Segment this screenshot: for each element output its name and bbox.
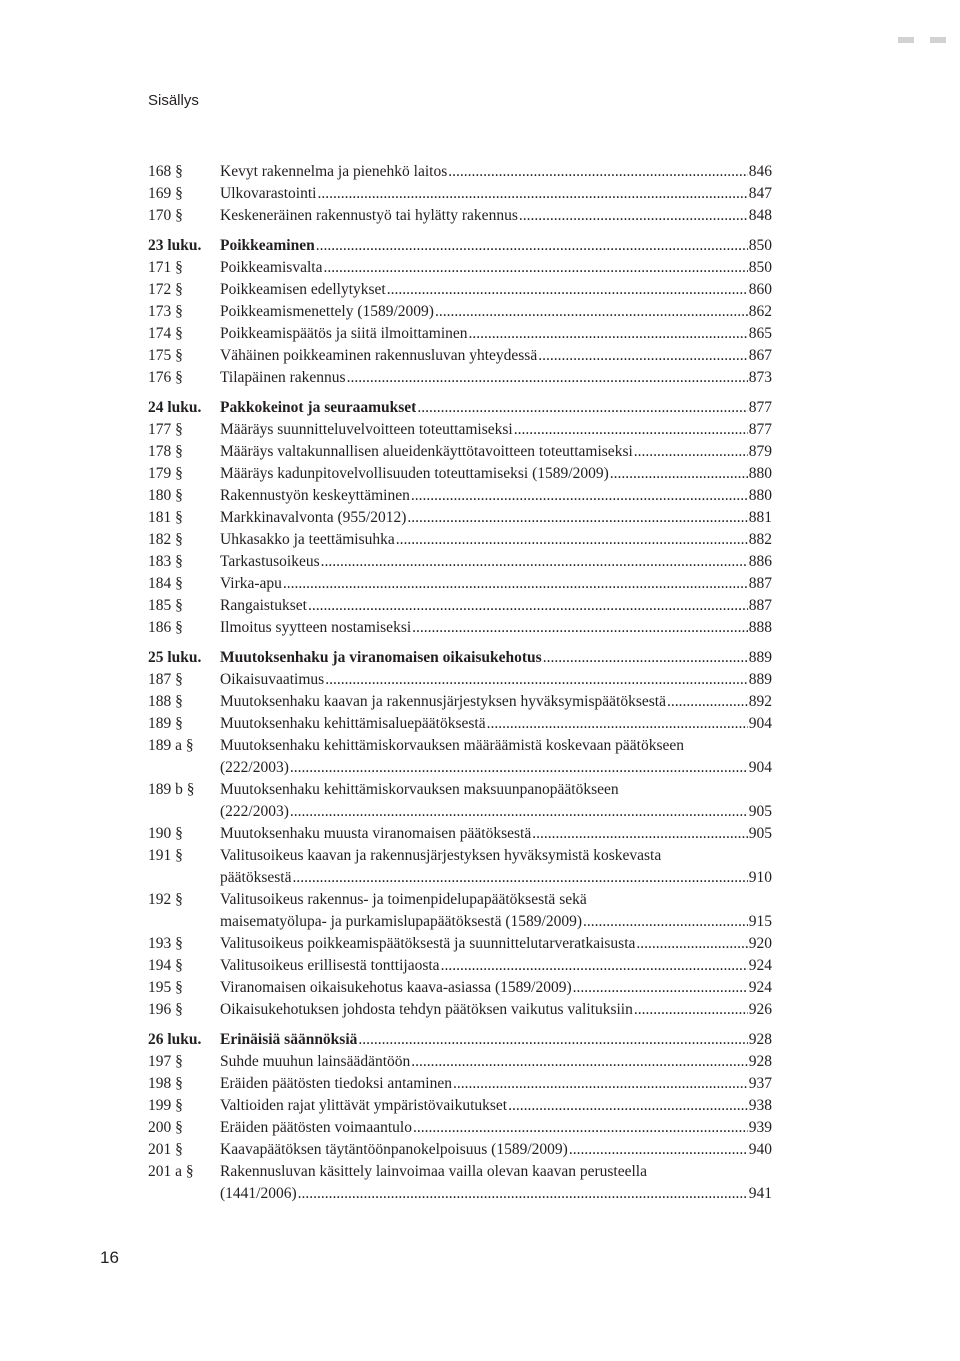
toc-entry-number: 178 § [148,443,183,460]
toc-entry[interactable] [148,1117,772,1139]
toc-entry-number: 171 § [148,259,183,276]
toc-entry-page: 915 [748,913,772,930]
toc-entry-number: 24 luku. [148,399,202,416]
toc-entry-title: Määräys valtakunnallisen alueidenkäyttötavoitteen toteuttamiseksi [220,443,633,460]
toc-entry-number: 197 § [148,1053,183,1070]
toc-chapter-entry[interactable] [148,1029,772,1051]
toc-entry-title: Tarkastusoikeus [220,553,320,570]
toc-entry-title: Muutoksenhaku kaavan ja rakennusjärjestyksen hyväksymispäätöksestä [220,693,666,710]
toc-entry-number: 188 § [148,693,183,710]
toc-entry[interactable] [148,1161,772,1205]
toc-entry-title: Poikkeamispäätös ja siitä ilmoittaminen [220,325,468,342]
dot-leader [583,911,748,933]
toc-entry-number: 193 § [148,935,183,952]
dot-leader [453,1073,748,1095]
toc-entry-title: Valitusoikeus rakennus- ja toimenpidelupapäätöksestä sekä [220,891,587,908]
toc-entry-title: Keskeneräinen rakennustyö tai hylätty rakennus [220,207,518,224]
dot-leader [412,617,748,639]
toc-entry-number: 201 § [148,1141,183,1158]
dot-leader [347,367,748,389]
toc-entry[interactable] [148,419,772,441]
toc-entry-page: 873 [748,369,772,386]
toc-entry-title: Uhkasakko ja teettämisuhka [220,531,395,548]
dot-leader [283,573,748,595]
toc-entry[interactable] [148,691,772,713]
toc-entry-title: Poikkeamisvalta [220,259,323,276]
toc-entry-title: Erinäisiä säännöksiä [220,1031,358,1048]
toc-entry-title: maisematyölupa- ja purkamislupapäätöksestä (1589/2009) [220,913,583,930]
toc-entry-title: Markkinavalvonta (955/2012) [220,509,407,526]
toc-entry-number: 189 § [148,715,183,732]
toc-entry-page: 867 [748,347,772,364]
toc-entry-page: 937 [748,1075,772,1092]
toc-entry[interactable] [148,669,772,691]
toc-entry-title: Poikkeamismenettely (1589/2009) [220,303,434,320]
toc-entry-number: 199 § [148,1097,183,1114]
toc-entry-page: 879 [748,443,772,460]
dot-leader [469,323,748,345]
toc-entry-number: 26 luku. [148,1031,202,1048]
dot-leader [321,551,748,573]
toc-entry-title: (1441/2006) [220,1185,297,1202]
toc-entry-title: Muutoksenhaku kehittämiskorvauksen maksuunpanopäätökseen [220,781,619,798]
toc-entry-page: 887 [748,597,772,614]
corner-decoration [898,33,946,49]
toc-entry-title: Rakennustyön keskeyttäminen [220,487,410,504]
toc-entry[interactable] [148,529,772,551]
toc-entry[interactable] [148,617,772,639]
toc-entry-title: Määräys suunnitteluvelvoitteen toteuttamiseksi [220,421,513,438]
toc-entry-number: 185 § [148,597,183,614]
table-of-contents [148,161,772,1205]
toc-entry-page: 910 [748,869,772,886]
toc-entry-page: 846 [748,163,772,180]
dot-leader [323,257,747,279]
toc-entry-title: Viranomaisen oikaisukehotus kaava-asiassa (1589/2009) [220,979,572,996]
dot-leader [487,713,748,735]
toc-entry[interactable] [148,977,772,999]
toc-entry[interactable] [148,367,772,389]
dot-leader [396,529,748,551]
dot-leader [538,345,748,367]
toc-entry[interactable] [148,205,772,227]
toc-entry-number: 176 § [148,369,183,386]
toc-entry[interactable] [148,735,772,779]
toc-entry-number: 191 § [148,847,183,864]
toc-entry-number: 177 § [148,421,183,438]
toc-entry-number: 198 § [148,1075,183,1092]
toc-entry-page: 889 [748,649,772,666]
toc-entry-number: 168 § [148,163,183,180]
toc-entry-title: Rakennusluvan käsittely lainvoimaa vailla olevan kaavan perusteella [220,1163,647,1180]
dot-leader [292,867,747,889]
toc-entry-title: Oikaisuvaatimus [220,671,325,688]
dot-leader [411,1051,747,1073]
dot-leader [519,205,748,227]
toc-entry[interactable] [148,257,772,279]
toc-entry-title: Valtioiden rajat ylittävät ympäristövaikutukset [220,1097,508,1114]
dot-leader [290,801,748,823]
dot-leader [298,1183,748,1205]
toc-entry-number: 173 § [148,303,183,320]
toc-entry[interactable] [148,279,772,301]
toc-entry[interactable] [148,345,772,367]
toc-entry[interactable] [148,595,772,617]
toc-entry-page: 928 [748,1053,772,1070]
dot-leader [417,397,747,419]
toc-entry-number: 189 a § [148,737,194,754]
toc-entry-page: 905 [748,803,772,820]
toc-entry[interactable] [148,933,772,955]
toc-entry-title: Valitusoikeus erillisestä tonttijaosta [220,957,440,974]
dot-leader [316,235,748,257]
toc-entry[interactable] [148,301,772,323]
toc-entry[interactable] [148,955,772,977]
toc-entry-page: 924 [748,957,772,974]
toc-chapter-entry[interactable] [148,235,772,257]
toc-entry-title: Poikkeamisen edellytykset [220,281,386,298]
toc-entry-title: Muutoksenhaku kehittämisaluepäätöksestä [220,715,486,732]
dot-leader [435,301,748,323]
toc-entry-page: 926 [748,1001,772,1018]
toc-chapter-entry[interactable] [148,647,772,669]
toc-entry-page: 887 [748,575,772,592]
toc-entry-number: 172 § [148,281,183,298]
toc-entry-page: 920 [748,935,772,952]
dot-leader [308,595,748,617]
toc-entry-title: Vähäinen poikkeaminen rakennusluvan yhteydessä [220,347,538,364]
running-header: Sisällys [148,92,199,109]
toc-entry-number: 190 § [148,825,183,842]
toc-entry[interactable] [148,845,772,889]
toc-entry[interactable] [148,507,772,529]
toc-entry-page: 924 [748,979,772,996]
toc-entry-title: Poikkeaminen [220,237,315,254]
toc-entry-number: 200 § [148,1119,183,1136]
toc-entry-page: 848 [748,207,772,224]
toc-entry-page: 877 [748,421,772,438]
toc-entry-page: 860 [748,281,772,298]
toc-entry-page: 904 [748,759,772,776]
toc-entry-number: 25 luku. [148,649,202,666]
toc-entry[interactable] [148,713,772,735]
toc-entry-title: Pakkokeinot ja seuraamukset [220,399,417,416]
toc-entry[interactable] [148,779,772,823]
toc-entry-number: 180 § [148,487,183,504]
toc-chapter-entry[interactable] [148,397,772,419]
toc-entry-number: 189 b § [148,781,195,798]
toc-entry[interactable] [148,551,772,573]
toc-entry[interactable] [148,183,772,205]
toc-entry-number: 170 § [148,207,183,224]
toc-entry-number: 184 § [148,575,183,592]
dot-leader [441,955,748,977]
toc-entry-title: Virka-apu [220,575,282,592]
toc-entry-title: Kaavapäätöksen täytäntöönpanokelpoisuus (1589/2009) [220,1141,568,1158]
toc-entry-page: 847 [748,185,772,202]
toc-entry-page: 877 [748,399,772,416]
toc-entry-page: 928 [748,1031,772,1048]
dot-leader [325,669,748,691]
toc-entry-title: Oikaisukehotuksen johdosta tehdyn päätöksen vaikutus valituksiin [220,1001,633,1018]
dot-leader [636,933,747,955]
dot-leader [358,1029,747,1051]
toc-entry-page: 880 [748,487,772,504]
dot-leader [448,161,747,183]
toc-entry[interactable] [148,485,772,507]
toc-entry-page: 888 [748,619,772,636]
toc-entry-number: 183 § [148,553,183,570]
toc-entry-number: 194 § [148,957,183,974]
corner-mark-icon [930,33,946,49]
toc-entry-number: 23 luku. [148,237,202,254]
toc-entry-page: 889 [748,671,772,688]
toc-entry[interactable] [148,441,772,463]
toc-entry-page: 882 [748,531,772,548]
toc-entry-title: Valitusoikeus kaavan ja rakennusjärjestyksen hyväksymistä koskevasta [220,847,662,864]
toc-entry-number: 179 § [148,465,183,482]
toc-entry-number: 195 § [148,979,183,996]
toc-entry-number: 192 § [148,891,183,908]
toc-entry-title: Rangaistukset [220,597,307,614]
toc-entry-number: 174 § [148,325,183,342]
toc-entry[interactable] [148,161,772,183]
toc-entry-page: 862 [748,303,772,320]
toc-entry-page: 881 [748,509,772,526]
dot-leader [532,823,748,845]
toc-entry-title: Määräys kadunpitovelvollisuuden toteuttamiseksi (1589/2009) [220,465,609,482]
toc-entry[interactable] [148,823,772,845]
toc-entry[interactable] [148,1139,772,1161]
toc-entry[interactable] [148,463,772,485]
toc-entry-title: Muutoksenhaku muusta viranomaisen päätöksestä [220,825,532,842]
toc-entry-number: 196 § [148,1001,183,1018]
toc-entry[interactable] [148,1095,772,1117]
dot-leader [508,1095,748,1117]
toc-entry-page: 939 [748,1119,772,1136]
dot-leader [514,419,748,441]
toc-entry-title: Ulkovarastointi [220,185,317,202]
page-number: 16 [100,1248,119,1267]
toc-entry-page: 940 [748,1141,772,1158]
toc-entry-title: Muutoksenhaku kehittämiskorvauksen määräämistä koskevaan päätökseen [220,737,685,754]
toc-entry-title: Ilmoitus syytteen nostamiseksi [220,619,412,636]
toc-entry-title: (222/2003) [220,759,289,776]
toc-entry[interactable] [148,889,772,933]
toc-entry-page: 938 [748,1097,772,1114]
toc-entry-page: 892 [748,693,772,710]
toc-entry-page: 850 [748,237,772,254]
dot-leader [634,441,748,463]
dot-leader [411,485,748,507]
toc-entry-title: Eräiden päätösten voimaantulo [220,1119,412,1136]
toc-entry-number: 181 § [148,509,183,526]
dot-leader [543,647,748,669]
toc-entry-page: 941 [748,1185,772,1202]
toc-entry-number: 201 a § [148,1163,194,1180]
toc-entry[interactable] [148,573,772,595]
dot-leader [290,757,748,779]
toc-entry[interactable] [148,999,772,1021]
dot-leader [413,1117,748,1139]
toc-entry-title: Eräiden päätösten tiedoksi antaminen [220,1075,452,1092]
toc-entry-page: 865 [748,325,772,342]
dot-leader [317,183,747,205]
dot-leader [610,463,748,485]
dot-leader [387,279,748,301]
toc-entry-title: päätöksestä [220,869,292,886]
toc-entry-page: 886 [748,553,772,570]
toc-entry-number: 187 § [148,671,183,688]
toc-entry-number: 186 § [148,619,183,636]
dot-leader [667,691,748,713]
toc-entry-title: Tilapäinen rakennus [220,369,346,386]
toc-entry-title: Suhde muuhun lainsäädäntöön [220,1053,411,1070]
dot-leader [407,507,747,529]
toc-entry-page: 850 [748,259,772,276]
toc-entry-title: Muutoksenhaku ja viranomaisen oikaisukehotus [220,649,542,666]
toc-entry-page: 905 [748,825,772,842]
toc-entry-page: 904 [748,715,772,732]
toc-entry-number: 169 § [148,185,183,202]
toc-entry-title: (222/2003) [220,803,289,820]
toc-entry-number: 175 § [148,347,183,364]
dot-leader [569,1139,748,1161]
toc-entry[interactable] [148,323,772,345]
toc-entry-page: 880 [748,465,772,482]
toc-entry[interactable] [148,1073,772,1095]
dot-leader [634,999,748,1021]
corner-mark-icon [898,33,914,49]
toc-entry-title: Kevyt rakennelma ja pienehkö laitos [220,163,448,180]
toc-entry[interactable] [148,1051,772,1073]
dot-leader [573,977,748,999]
toc-entry-number: 182 § [148,531,183,548]
toc-entry-title: Valitusoikeus poikkeamispäätöksestä ja suunnittelutarveratkaisusta [220,935,636,952]
